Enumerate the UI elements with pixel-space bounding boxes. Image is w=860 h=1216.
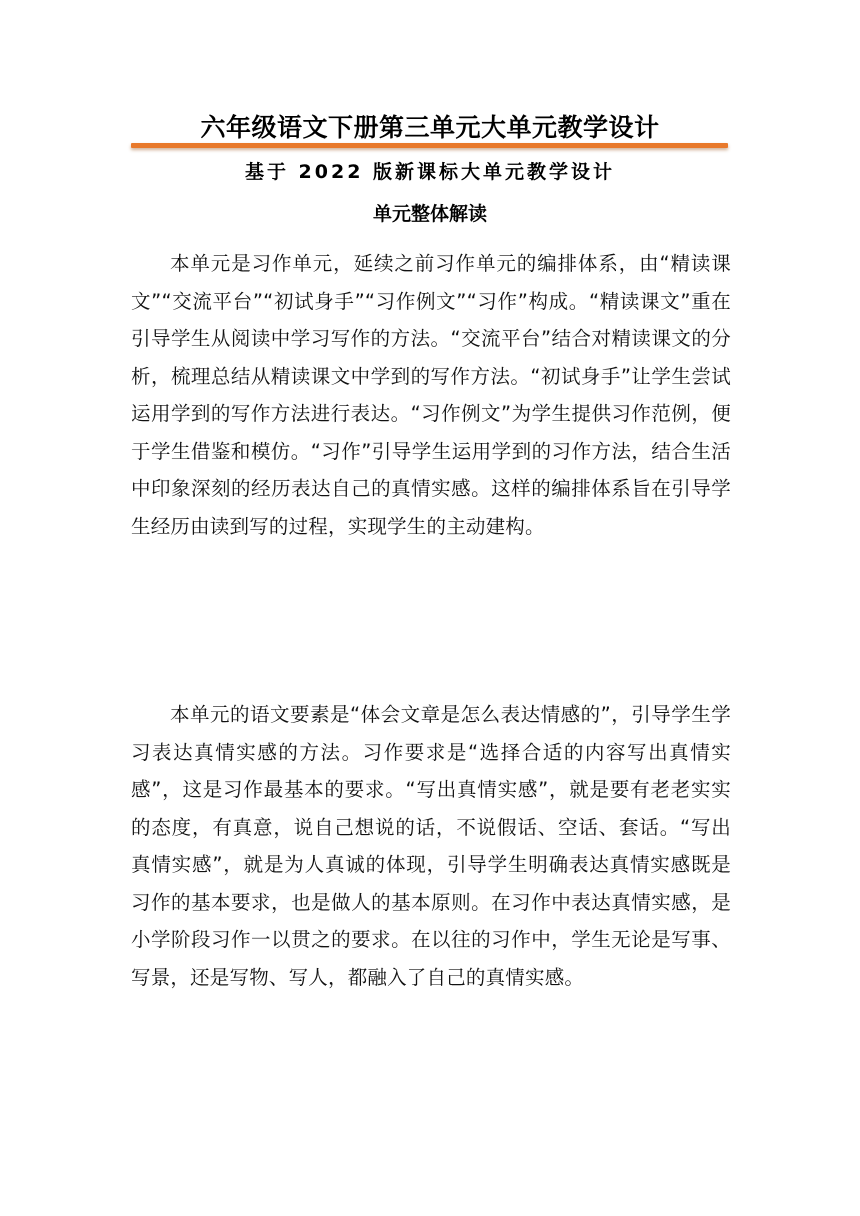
title-underline-divider bbox=[131, 143, 728, 148]
body-paragraph-2: 本单元的语文要素是“体会文章是怎么表达情感的”，引导学生学习表达真情实感的方法。习作要求是“选择合适的内容写出真情实感”，这是习作最基本的要求。“写出真情实感”，就是要有老老实实的态度，有真意，说自己想说的话，不说假话、空话、套话。“写出真情实感”，就是为人真诚的体现，引导学生明确表达真情实感既是习作的基本要求，也是做人的基本原则。在习作中表达真情实感，是小学阶段习作一以贯之的要求。在以往的习作中，学生无论是写事、写景，还是写物、写人，都融入了自己的真情实感。 bbox=[131, 703, 731, 989]
document-title: 六年级语文下册第三单元大单元教学设计 bbox=[200, 113, 660, 142]
section-heading: 单元整体解读 bbox=[372, 203, 487, 225]
document-subtitle: 基于 2022 版新课标大单元教学设计 bbox=[244, 161, 616, 183]
body-paragraph-1: 本单元是习作单元，延续之前习作单元的编排体系，由“精读课文”“交流平台”“初试身手”“习作例文”“习作”构成。“精读课文”重在引导学生从阅读中学习写作的方法。“交流平台”结合对精读课文的分析，梳理总结从精读课文中学到的写作方法。“初试身手”让学生尝试运用学到的写作方法进行表达。“习作例文”为学生提供习作范例，便于学生借鉴和模仿。“习作”引导学生运用学到的习作方法，结合生活中印象深刻的经历表达自己的真情实感。这样的编排体系旨在引导学生经历由读到写的过程，实现学生的主动建构。 bbox=[131, 252, 731, 538]
